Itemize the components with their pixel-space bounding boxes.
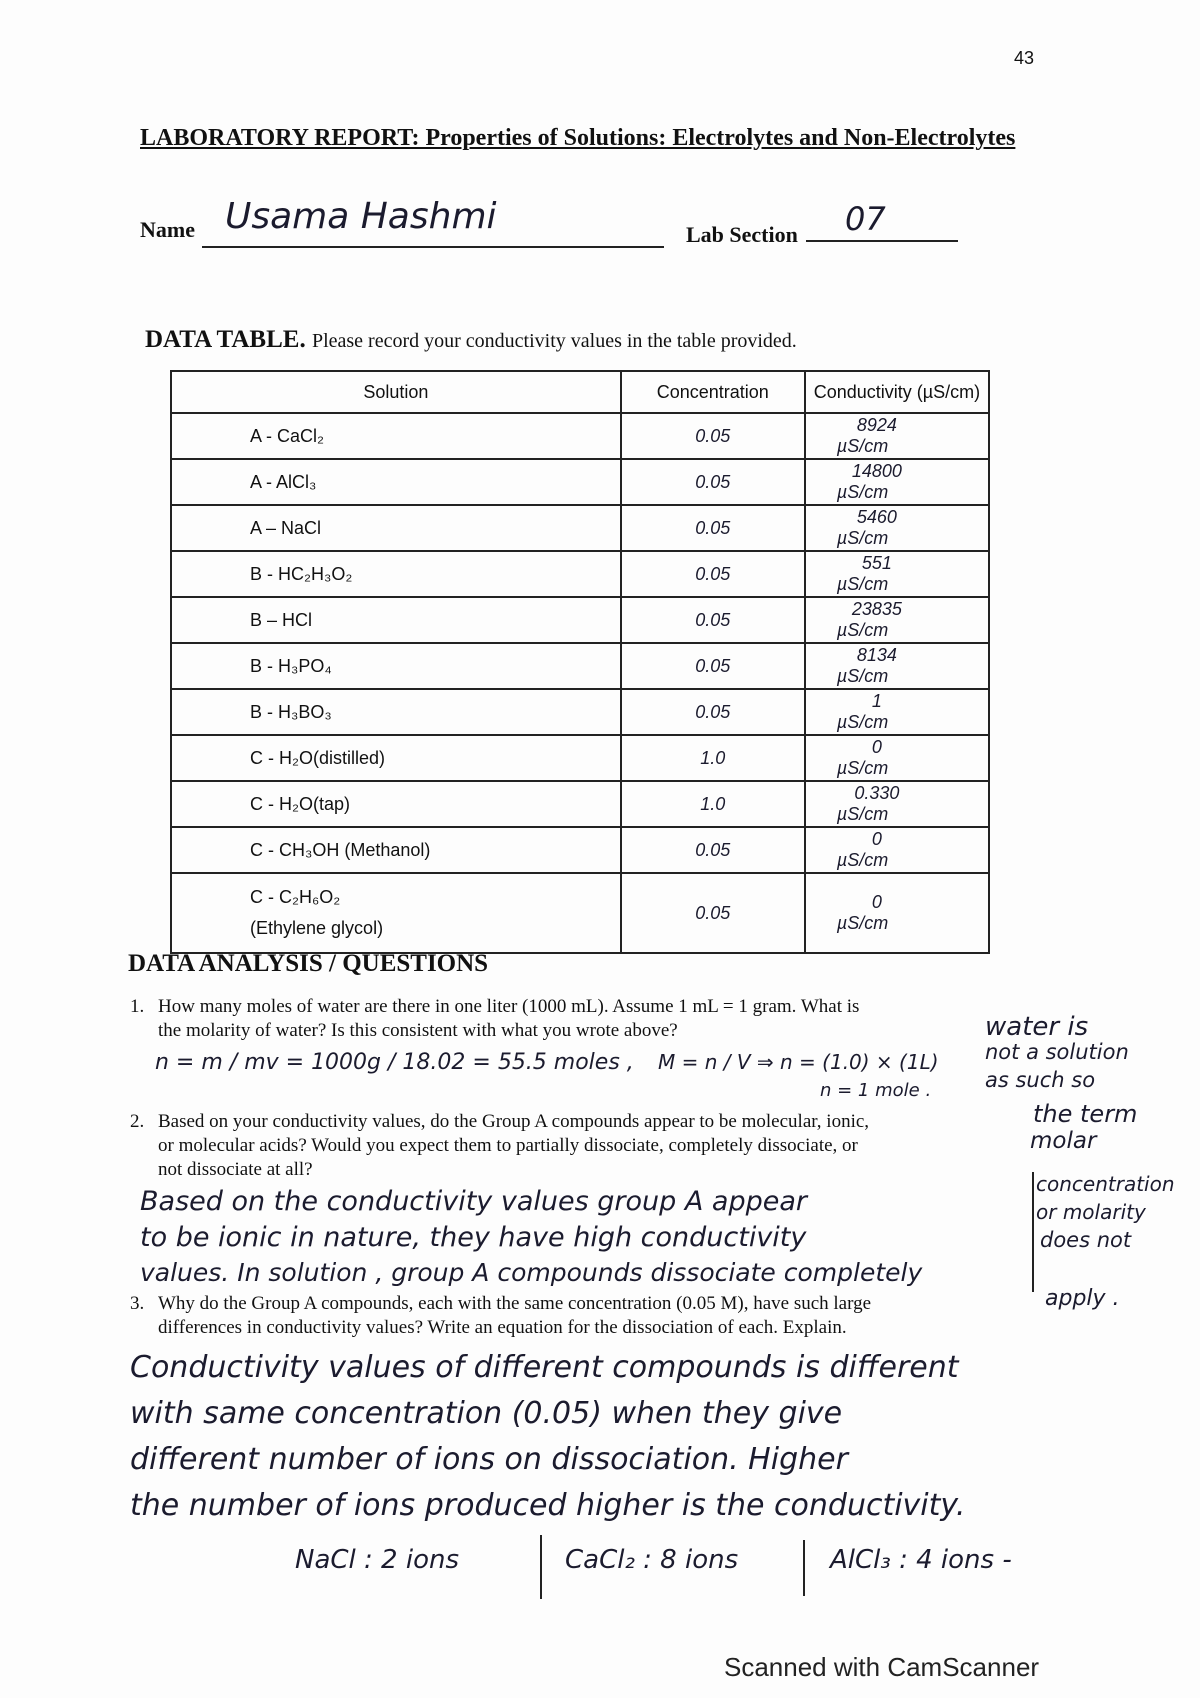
cell-concentration: 0.05: [621, 873, 805, 953]
conductivity-value: 551: [861, 553, 892, 573]
question-1-answer-molarity: M = n / V ⇒ n = (1.0) × (1L): [658, 1050, 939, 1074]
solution-name: C - CH₃OH (Methanol): [250, 839, 431, 860]
question-2-answer-line-3: values. In solution , group A compounds dissociate completely: [140, 1258, 923, 1287]
cell-solution: [171, 505, 621, 551]
table-row: [171, 781, 989, 827]
ion-divider-2: [803, 1540, 805, 1596]
side-note-line: water is: [985, 1012, 1089, 1042]
side-note-line: concentration: [1036, 1172, 1175, 1196]
cell-solution: [171, 551, 621, 597]
cell-concentration: 0.05: [621, 413, 805, 459]
question-2-answer-line-2: to be ionic in nature, they have high conductivity: [140, 1222, 807, 1253]
conductivity-value: 0: [871, 737, 882, 757]
cell-conductivity: [805, 689, 989, 735]
side-note-line: does not: [1040, 1228, 1132, 1252]
cell-concentration: 0.05: [621, 459, 805, 505]
question-3-answer-line-4: the number of ions produced higher is the conductivity.: [130, 1488, 966, 1523]
table-row: [171, 413, 989, 459]
question-3: [130, 1292, 1028, 1340]
conductivity-value: 0.330: [854, 783, 900, 803]
table-row: [171, 597, 989, 643]
cell-concentration: 1.0: [621, 781, 805, 827]
cell-solution: [171, 689, 621, 735]
conductivity-unit: µS/cm: [836, 528, 889, 548]
question-3-line-1: Why do the Group A compounds, each with the same concentration (0.05 M), have such large: [158, 1293, 872, 1314]
side-note-line: or molarity: [1036, 1200, 1146, 1224]
table-row: [171, 735, 989, 781]
conductivity-value: 14800: [851, 461, 902, 481]
cell-solution: [171, 827, 621, 873]
solution-name: B - H₃PO₄: [250, 655, 332, 676]
cell-solution: [171, 873, 621, 953]
name-label: Name: [140, 217, 195, 242]
question-2-answer-line-1: Based on the conductivity values group A appear: [140, 1186, 807, 1217]
ion-count-cacl2: CaCl₂ : 8 ions: [565, 1545, 739, 1575]
solution-name: B - HC₂H₃O₂: [250, 563, 353, 584]
cell-concentration: 0.05: [621, 505, 805, 551]
ion-divider-1: [540, 1535, 542, 1599]
cell-concentration: 0.05: [621, 643, 805, 689]
conductivity-unit: µS/cm: [836, 436, 889, 456]
question-1-line-1: How many moles of water are there in one liter (1000 mL). Assume 1 mL = 1 gram. What is: [158, 996, 860, 1017]
question-2-line-2: or molecular acids? Would you expect them to partially dissociate, completely dissociate, or: [158, 1135, 858, 1156]
conductivity-value: 8924: [856, 415, 897, 435]
cell-solution: [171, 459, 621, 505]
cell-conductivity: [805, 643, 989, 689]
cell-solution: [171, 643, 621, 689]
data-table-title: DATA TABLE.: [145, 326, 306, 353]
conductivity-unit: µS/cm: [836, 913, 889, 933]
cell-conductivity: [805, 781, 989, 827]
page-number: 43: [1014, 48, 1035, 68]
cell-solution: [171, 735, 621, 781]
conductivity-unit: µS/cm: [836, 758, 889, 778]
side-note-line: the term: [1033, 1100, 1138, 1128]
cell-conductivity: [805, 597, 989, 643]
conductivity-value: 1: [871, 691, 882, 711]
lab-section-line: [806, 240, 958, 242]
name-value: Usama Hashmi: [225, 196, 497, 237]
cell-conductivity: [805, 735, 989, 781]
solution-name: C - C₂H₆O₂: [250, 887, 341, 907]
cell-solution: [171, 413, 621, 459]
cell-conductivity: [805, 873, 989, 953]
side-note-divider: [1032, 1172, 1034, 1292]
analysis-heading: DATA ANALYSIS / QUESTIONS: [128, 950, 489, 977]
table-header-row: [171, 371, 989, 413]
side-note-line: apply .: [1045, 1286, 1120, 1311]
ion-count-alcl3: AlCl₃ : 4 ions -: [830, 1545, 1012, 1575]
cell-conductivity: [805, 459, 989, 505]
solution-name: A – NaCl: [250, 517, 322, 538]
question-1: [130, 995, 1038, 1043]
lab-section-value: 07: [845, 200, 886, 238]
question-1-answer-moles: n = 1 mole .: [820, 1080, 932, 1101]
side-note-line: as such so: [985, 1068, 1096, 1092]
conductivity-unit: µS/cm: [836, 850, 889, 870]
cell-concentration: 0.05: [621, 551, 805, 597]
cell-conductivity: [805, 827, 989, 873]
conductivity-unit: µS/cm: [836, 620, 889, 640]
conductivity-value: 0: [871, 829, 882, 849]
side-note-line: not a solution: [985, 1040, 1129, 1064]
question-3-answer-line-1: Conductivity values of different compounds is different: [130, 1350, 959, 1385]
lab-section-label: Lab Section: [686, 222, 798, 247]
question-1-number: 1.: [130, 996, 145, 1017]
question-2-line-1: Based on your conductivity values, do the Group A compounds appear to be molecular, ionic,: [158, 1111, 870, 1132]
solution-name: A - CaCl₂: [250, 425, 325, 446]
name-line: [202, 246, 664, 248]
conductivity-value: 8134: [856, 645, 897, 665]
cell-solution: [171, 781, 621, 827]
conductivity-value: 5460: [856, 507, 897, 527]
cell-solution: [171, 597, 621, 643]
conductivity-value: 0: [871, 892, 882, 912]
table-row: [171, 827, 989, 873]
table-row: [171, 689, 989, 735]
conductivity-unit: µS/cm: [836, 804, 889, 824]
question-2-line-3: not dissociate at all?: [158, 1159, 313, 1180]
table-row: [171, 643, 989, 689]
solution-name: C - H₂O(distilled): [250, 747, 385, 768]
question-2: [130, 1110, 1028, 1182]
cell-conductivity: [805, 413, 989, 459]
conductivity-unit: µS/cm: [836, 666, 889, 686]
solution-name: B - H₃BO₃: [250, 701, 332, 722]
cell-concentration: 0.05: [621, 827, 805, 873]
cell-concentration: 0.05: [621, 689, 805, 735]
cell-concentration: 0.05: [621, 597, 805, 643]
ion-count-nacl: NaCl : 2 ions: [295, 1545, 460, 1575]
column-header-conductivity: Conductivity (µS/cm): [805, 371, 989, 413]
conductivity-unit: µS/cm: [836, 574, 889, 594]
question-3-line-2: differences in conductivity values? Write an equation for the dissociation of each. Explain.: [158, 1317, 847, 1338]
cell-conductivity: [805, 505, 989, 551]
cell-concentration: 1.0: [621, 735, 805, 781]
column-header-solution: Solution: [171, 371, 621, 413]
question-3-answer-line-3: different number of ions on dissociation. Higher: [130, 1442, 848, 1477]
report-title: LABORATORY REPORT: Properties of Solutions: Electrolytes and Non-Electrolytes: [140, 125, 1016, 151]
solution-name: A - AlCl₃: [250, 471, 317, 492]
conductivity-unit: µS/cm: [836, 712, 889, 732]
solution-name: B – HCl: [250, 609, 313, 630]
conductivity-unit: µS/cm: [836, 482, 889, 502]
question-1-answer-calc: n = m / mv = 1000g / 18.02 = 55.5 moles ,: [155, 1050, 634, 1075]
data-table-heading: [145, 326, 797, 354]
data-table-instruction: Please record your conductivity values in the table provided.: [311, 330, 797, 352]
question-1-line-2: the molarity of water? Is this consistent with what you wrote above?: [158, 1020, 678, 1041]
question-2-number: 2.: [130, 1111, 145, 1132]
table-row: [171, 459, 989, 505]
cell-conductivity: [805, 551, 989, 597]
conductivity-value: 23835: [851, 599, 902, 619]
question-3-answer-line-2: with same concentration (0.05) when they give: [130, 1396, 843, 1431]
table-row: [171, 873, 989, 953]
side-note-line: molar: [1030, 1128, 1097, 1154]
question-3-number: 3.: [130, 1293, 145, 1314]
column-header-concentration: Concentration: [621, 371, 805, 413]
scanner-watermark: Scanned with CamScanner: [724, 1652, 1040, 1682]
table-row: [171, 505, 989, 551]
solution-name-line-2: (Ethylene glycol): [250, 918, 384, 938]
table-body: [171, 413, 989, 953]
table-row: [171, 551, 989, 597]
data-table: [170, 370, 990, 954]
solution-name: C - H₂O(tap): [250, 793, 350, 814]
